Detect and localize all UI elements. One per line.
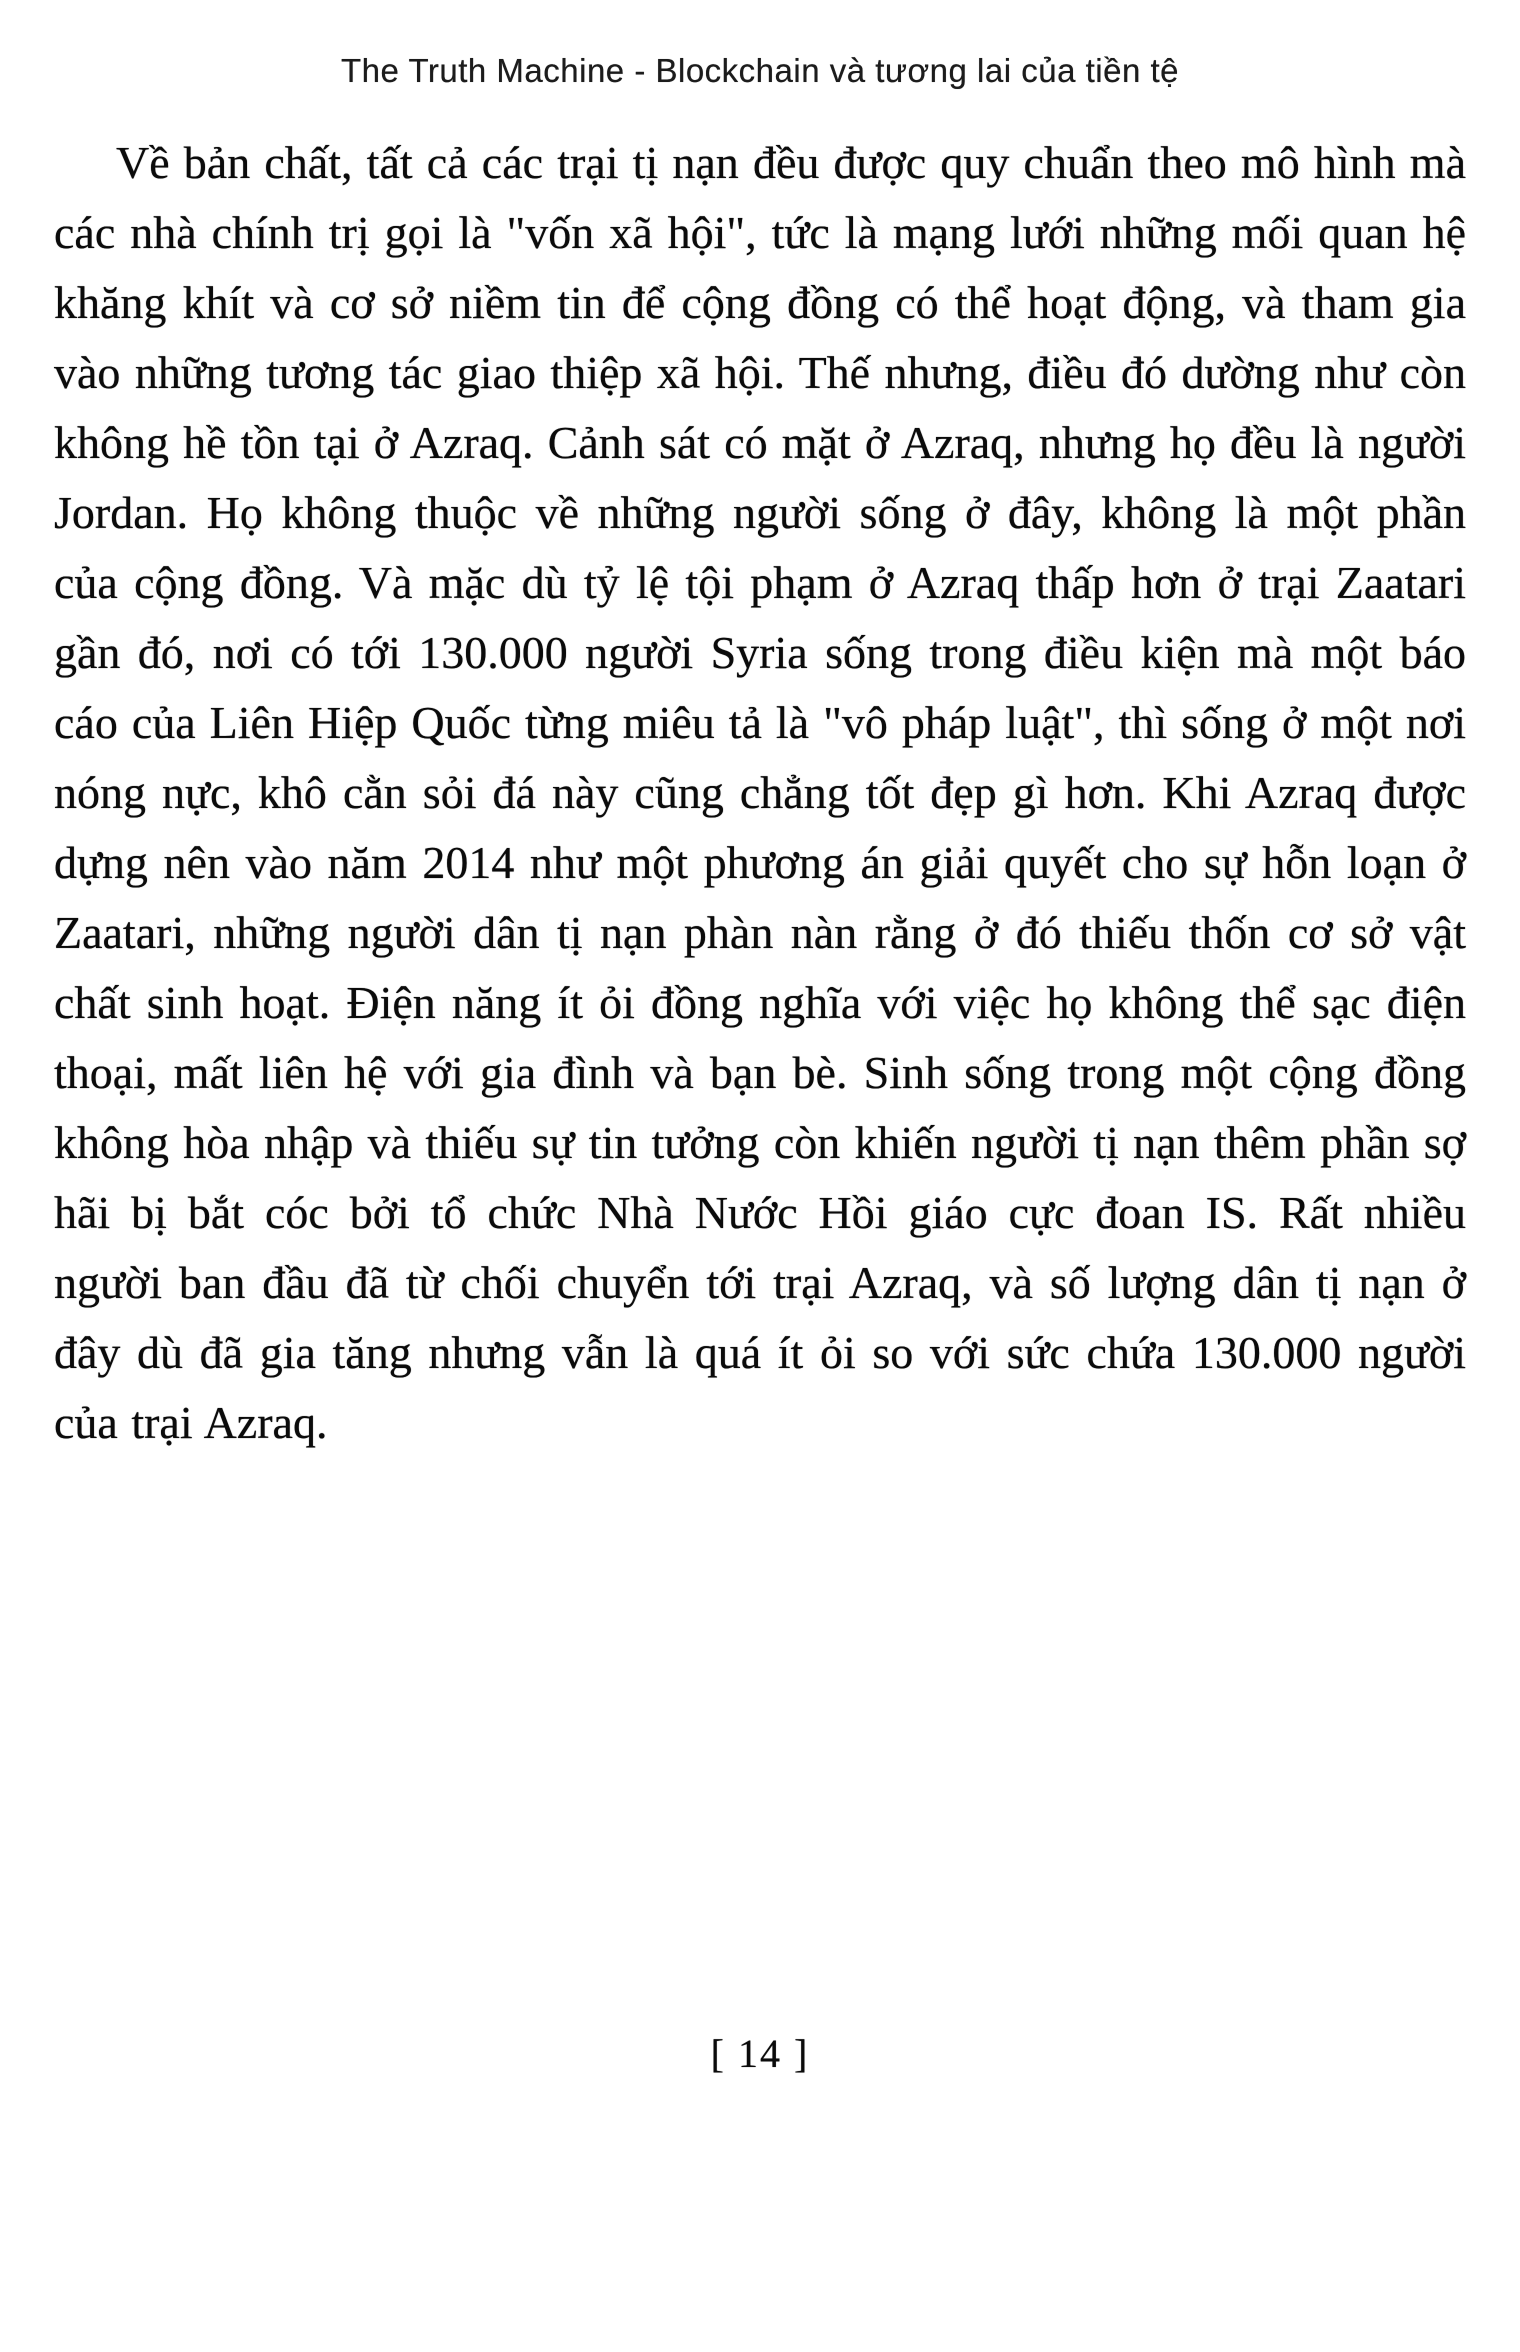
- running-header: The Truth Machine - Blockchain và tương lai của tiền tệ: [341, 52, 1179, 89]
- page-number: [ 14 ]: [710, 2031, 810, 2076]
- body-paragraph: Về bản chất, tất cả các trại tị nạn đều được quy chuẩn theo mô hình mà các nhà chính trị gọi là "vốn xã hội", tức là mạng lưới những mối quan hệ khăng khít và cơ sở niềm tin để cộng đồng có thể hoạt động, và tham gia vào những tương tác giao thiệp xã hội. Thế nhưng, điều đó dường như còn không hề tồn tại ở Azraq. Cảnh sát có mặt ở Azraq, nhưng họ đều là người Jordan. Họ không thuộc về những người sống ở đây, không là một phần của cộng đồng. Và mặc dù tỷ lệ tội phạm ở Azraq thấp hơn ở trại Zaatari gần đó, nơi có tới 130.000 người Syria sống trong điều kiện mà một báo cáo của Liên Hiệp Quốc từng miêu tả là "vô pháp luật", thì sống ở một nơi nóng nực, khô cằn sỏi đá này cũng chẳng tốt đẹp gì hơn. Khi Azraq được dựng nên vào năm 2014 như một phương án giải quyết cho sự hỗn loạn ở Zaatari, những người dân tị nạn phàn nàn rằng ở đó thiếu thốn cơ sở vật chất sinh hoạt. Điện năng ít ỏi đồng nghĩa với việc họ không thể sạc điện thoại, mất liên hệ với gia đình và bạn bè. Sinh sống trong một cộng đồng không hòa nhập và thiếu sự tin tưởng còn khiến người tị nạn thêm phần sợ hãi bị bắt cóc bởi tổ chức Nhà Nước Hồi giáo cực đoan IS. Rất nhiều người ban đầu đã từ chối chuyển tới trại Azraq, và số lượng dân tị nạn ở đây dù đã gia tăng nhưng vẫn là quá ít ỏi so với sức chứa 130.000 người của trại Azraq.: [54, 137, 1466, 1448]
